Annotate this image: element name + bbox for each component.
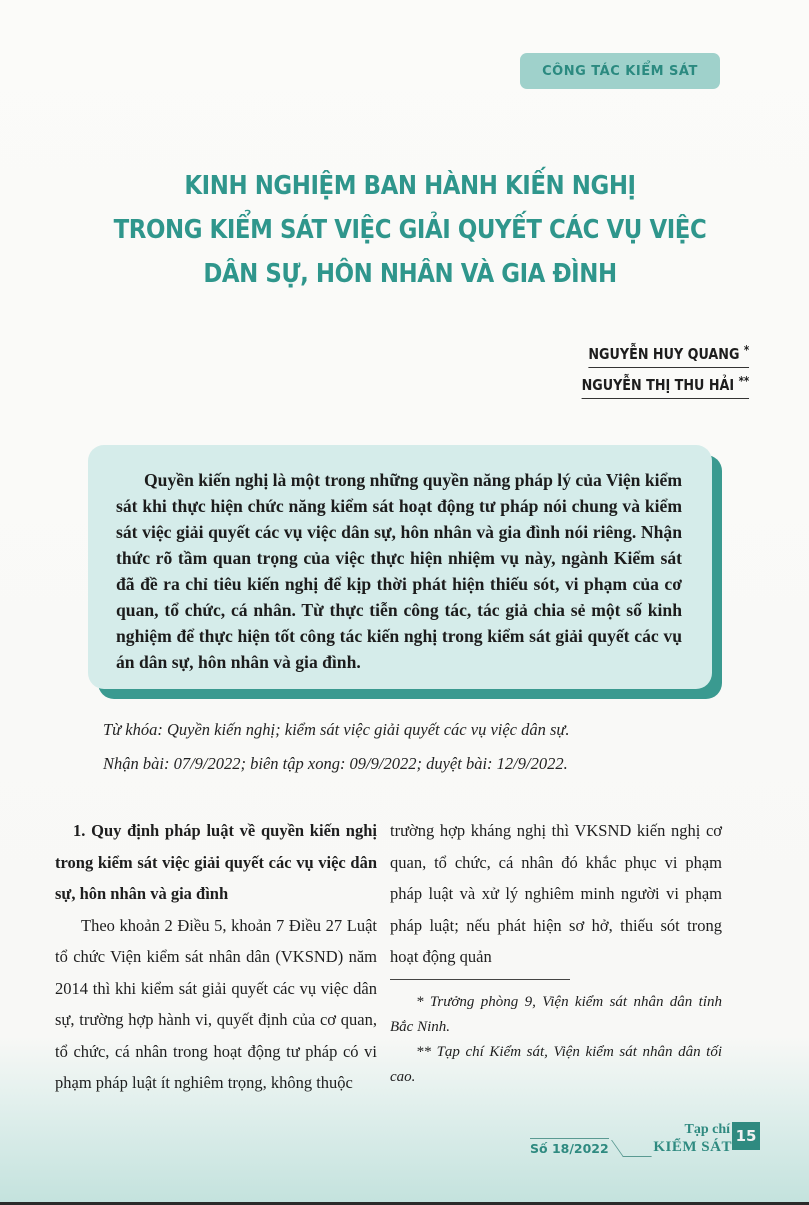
footnote-divider — [390, 979, 570, 980]
section-heading: 1. Quy định pháp luật về quyền kiến nghị trong kiểm sát việc giải quyết các vụ việc dân sự, hôn nhân và gia đình — [55, 821, 377, 903]
keywords: Từ khóa: Quyền kiến nghị; kiểm sát việc giải quyết các vụ việc dân sự. — [103, 720, 570, 739]
title-line: KINH NGHIỆM BAN HÀNH KIẾN NGHỊ — [184, 171, 636, 201]
title-line: TRONG KIỂM SÁT VIỆC GIẢI QUYẾT CÁC VỤ VIỆC — [113, 215, 707, 245]
article-title — [111, 164, 709, 296]
abstract-text: Quyền kiến nghị là một trong những quyền năng pháp lý của Viện kiểm sát khi thực hiện chức năng kiểm sát hoạt động tư pháp nói chung và kiểm sát việc giải quyết các vụ việc dân sự, hôn nhân và gia đình nói riêng. Nhận thức rõ tầm quan trọng của việc thực hiện nhiệm vụ này, ngành Kiểm sát đã đề ra chỉ tiêu kiến nghị để kịp thời phát hiện thiếu sót, vi phạm của cơ quan, tổ chức, cá nhân. Từ thực tiễn công tác, tác giả chia sẻ một số kinh nghiệm để thực hiện tốt công tác kiến nghị trong kiểm sát giải quyết các vụ án dân sự, hôn nhân và gia đình. — [116, 470, 682, 672]
magazine-name: KIỂM SÁT — [653, 1139, 732, 1155]
footnote: ** Tạp chí Kiểm sát, Viện kiểm sát nhân dân tối cao. — [390, 1043, 722, 1085]
left-column — [55, 815, 377, 1099]
footnote: * Trưởng phòng 9, Viện kiểm sát nhân dân tỉnh Bắc Ninh. — [390, 993, 722, 1035]
abstract-box — [88, 445, 712, 689]
submission-dates: Nhận bài: 07/9/2022; biên tập xong: 09/9/2022; duyệt bài: 12/9/2022. — [103, 754, 568, 773]
author-name: NGUYỄN HUY QUANG * — [588, 337, 749, 368]
issue-number: Số 18/2022 — [530, 1138, 609, 1156]
right-column — [390, 815, 722, 1090]
section-tag: CÔNG TÁC KIỂM SÁT — [520, 53, 720, 89]
author-name: NGUYỄN THỊ THU HẢI ** — [581, 368, 749, 399]
page-number: 15 — [732, 1122, 760, 1150]
authors — [552, 337, 749, 399]
magazine-label: Tạp chí — [684, 1122, 730, 1137]
title-line: DÂN SỰ, HÔN NHÂN VÀ GIA ĐÌNH — [203, 259, 617, 289]
body-paragraph: Theo khoản 2 Điều 5, khoản 7 Điều 27 Luật tổ chức Viện kiểm sát nhân dân (VKSND) năm 2014 thì khi kiểm sát giải quyết các vụ việc dân sự, trường hợp hành vi, quyết định của cơ quan, tổ chức, cá nhân trong hoạt động tư pháp có vi phạm pháp luật ít nghiêm trọng, không thuộc — [55, 915, 377, 1092]
body-paragraph: trường hợp kháng nghị thì VKSND kiến nghị cơ quan, tổ chức, cá nhân đó khắc phục vi phạm pháp luật và xử lý nghiêm minh người vi phạm pháp luật; nếu phát hiện sơ hở, thiếu sót trong hoạt động quản — [390, 821, 722, 966]
page-footer — [530, 1124, 760, 1164]
article-meta — [103, 713, 570, 781]
